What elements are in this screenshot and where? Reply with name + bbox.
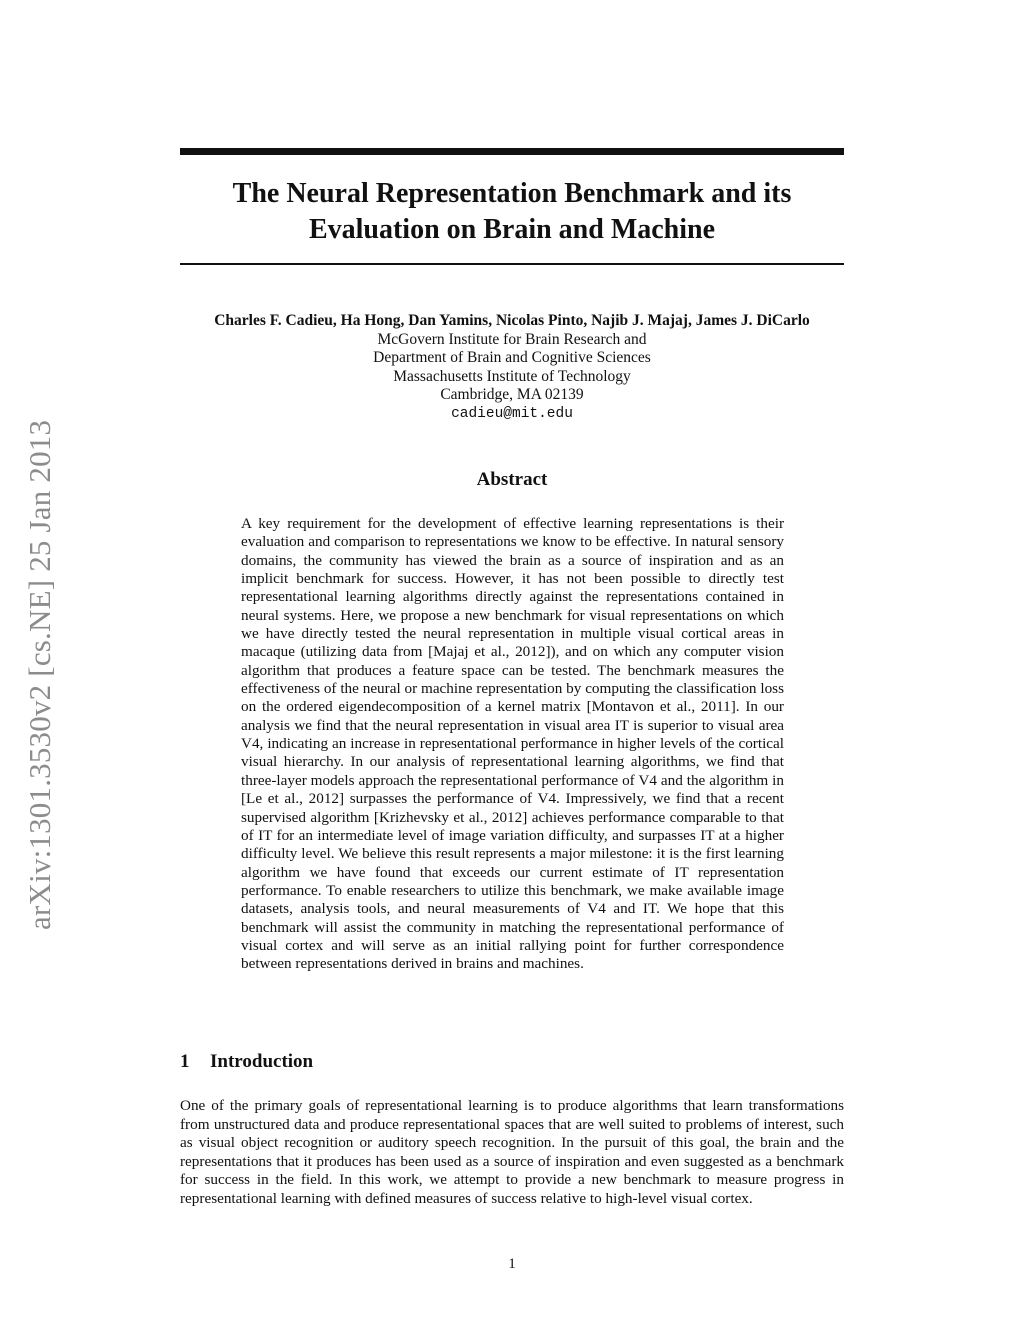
abstract-heading: Abstract xyxy=(476,469,548,490)
section-number: 1 xyxy=(180,1051,190,1072)
author-email: cadieu@mit.edu xyxy=(451,405,573,422)
arxiv-identifier-stamp: arXiv:1301.3530v2 [cs.NE] 25 Jan 2013 xyxy=(22,419,57,930)
title-top-rule xyxy=(180,148,844,155)
author-block xyxy=(140,312,884,423)
page-number: 1 xyxy=(508,1256,516,1272)
section-heading-introduction xyxy=(180,1051,313,1073)
affiliation-line-1: McGovern Institute for Brain Research and xyxy=(377,330,647,348)
affiliation-line-4: Cambridge, MA 02139 xyxy=(440,386,584,403)
section-title: Introduction xyxy=(210,1051,314,1072)
paper-title xyxy=(180,176,844,248)
title-line-1: The Neural Representation Benchmark and its xyxy=(232,178,792,209)
affiliation-line-2: Department of Brain and Cognitive Sciences xyxy=(373,349,651,366)
title-line-2: Evaluation on Brain and Machine xyxy=(308,214,716,245)
title-bottom-rule xyxy=(180,263,844,265)
author-names: Charles F. Cadieu, Ha Hong, Dan Yamins, Nicolas Pinto, Najib J. Majaj, James J. DiCarlo xyxy=(214,312,810,329)
introduction-paragraph: One of the primary goals of representational learning is to produce algorithms that learn transformations from unstructured data and produce representational spaces that are well suited to problems of interest, such as visual object recognition or auditory speech recognition. In the pursuit of this goal, the brain and the representations that it produces has been used as a source of inspiration and even suggested as a benchmark for success in the field. In this work, we attempt to provide a new benchmark to measure progress in representational learning with defined measures of success relative to high-level visual cortex. xyxy=(180,1097,844,1207)
abstract-text: A key requirement for the development of effective learning representations is their evaluation and comparison to representations we know to be effective. In natural sensory domains, the community has viewed the brain as a source of inspiration and as an implicit benchmark for success. However, it has not been possible to directly test representational learning algorithms directly against the representations contained in neural systems. Here, we propose a new benchmark for visual representations on which we have directly tested the neural representation in multiple visual cortical areas in macaque (utilizing data from [Majaj et al., 2012]), and on which any computer vision algorithm that produces a feature space can be tested. The benchmark measures the effectiveness of the neural or machine representation by computing the classification loss on the ordered eigendecomposition of a kernel matrix [Montavon et al., 2011]. In our analysis we find that the neural representation in visual area IT is superior to visual area V4, indicating an increase in representational performance in higher levels of the cortical visual hierarchy. In our analysis of representational learning algorithms, we find that three-layer models approach the representational performance of V4 and the algorithm in [Le et al., 2012] surpasses the performance of V4. Impressively, we find that a recent supervised algorithm [Krizhevsky et al., 2012] achieves performance comparable to that of IT for an intermediate level of image variation difficulty, and surpasses IT at a higher difficulty level. We believe this result represents a major milestone: it is the first learning algorithm we have found that exceeds our current estimate of IT representation performance. To enable researchers to utilize this benchmark, we make available image datasets, analysis tools, and neural measurements of V4 and IT. We hope that this benchmark will assist the community in matching the representational performance of visual cortex and will serve as an initial rallying point for further correspondence between representations derived in brains and machines. xyxy=(241,515,784,973)
affiliation-line-3: Massachusetts Institute of Technology xyxy=(393,367,631,385)
